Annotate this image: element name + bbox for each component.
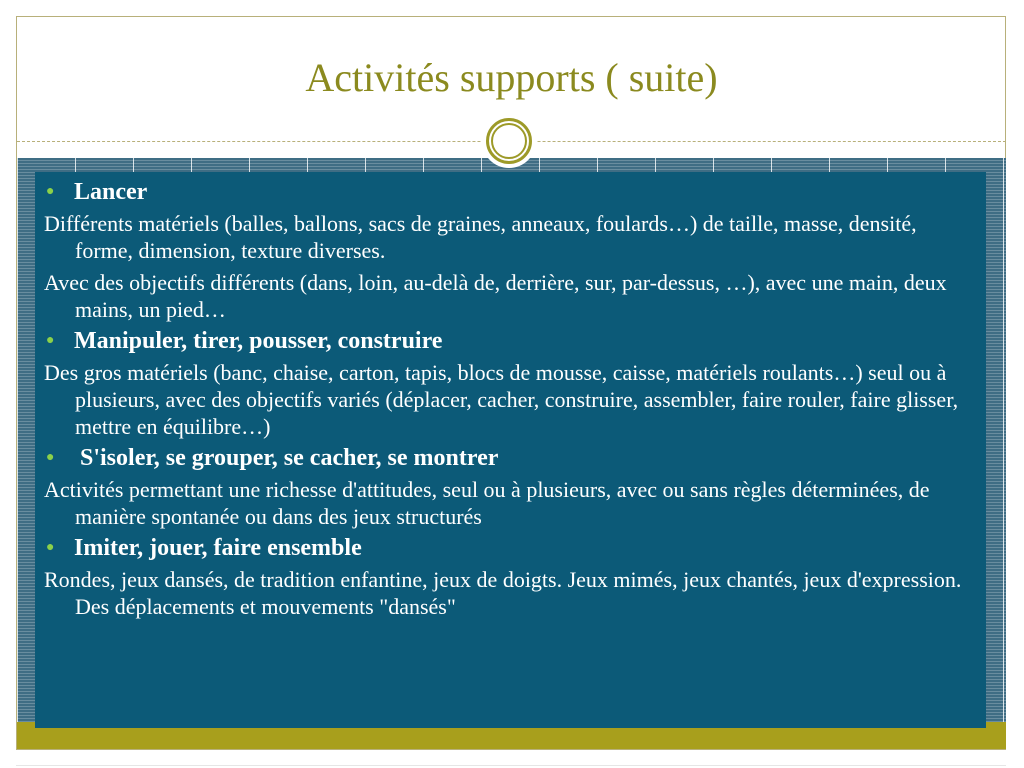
section-paragraph: Des gros matériels (banc, chaise, carton, tapis, blocs de mousse, caisse, matériels roulants…) seul ou à plusieurs, avec des objectifs variés (déplacer, cacher, construire, assembler, faire rouler, faire glisser, mettre en équilibre…) [44, 360, 959, 439]
section-heading-row [44, 445, 974, 471]
slide-title: Activités supports ( suite) [305, 55, 718, 100]
section-heading-row [44, 328, 974, 354]
section-manipuler [44, 328, 974, 440]
bullet-icon: ● [46, 540, 55, 555]
section-paragraph: Activités permettant une richesse d'attitudes, seul ou à plusieurs, avec ou sans règles déterminées, de manière spontanée ou dans des jeux structurés [44, 477, 930, 529]
section-heading-row [44, 179, 974, 205]
section-heading: Lancer [74, 179, 148, 205]
section-lancer [44, 179, 974, 323]
bullet-icon: ● [46, 184, 55, 199]
section-paragraph: Rondes, jeux dansés, de tradition enfantine, jeux de doigts. Jeux mimés, jeux chantés, jeux d'expression. Des déplacements et mouvements "dansés" [44, 567, 962, 619]
bottom-divider [16, 765, 1006, 766]
section-paragraph: Avec des objectifs différents (dans, loin, au-delà de, derrière, sur, par-dessus, …), avec une main, deux mains, un pied… [44, 270, 947, 322]
circle-ornament-icon [482, 114, 536, 168]
ornament-inner-ring [491, 123, 527, 159]
section-paragraph: Différents matériels (balles, ballons, sacs de graines, anneaux, foulards…) de taille, masse, densité, forme, dimension, texture diverses. [44, 211, 917, 263]
section-imiter [44, 535, 974, 620]
section-sisoler [44, 445, 974, 530]
bullet-icon: ● [46, 450, 55, 465]
section-heading: Imiter, jouer, faire ensemble [74, 535, 362, 561]
section-heading-row [44, 535, 974, 561]
bullet-icon: ● [46, 333, 55, 348]
content-panel [35, 172, 986, 728]
section-heading: S'isoler, se grouper, se cacher, se montrer [80, 445, 499, 471]
section-heading: Manipuler, tirer, pousser, construire [74, 328, 443, 354]
